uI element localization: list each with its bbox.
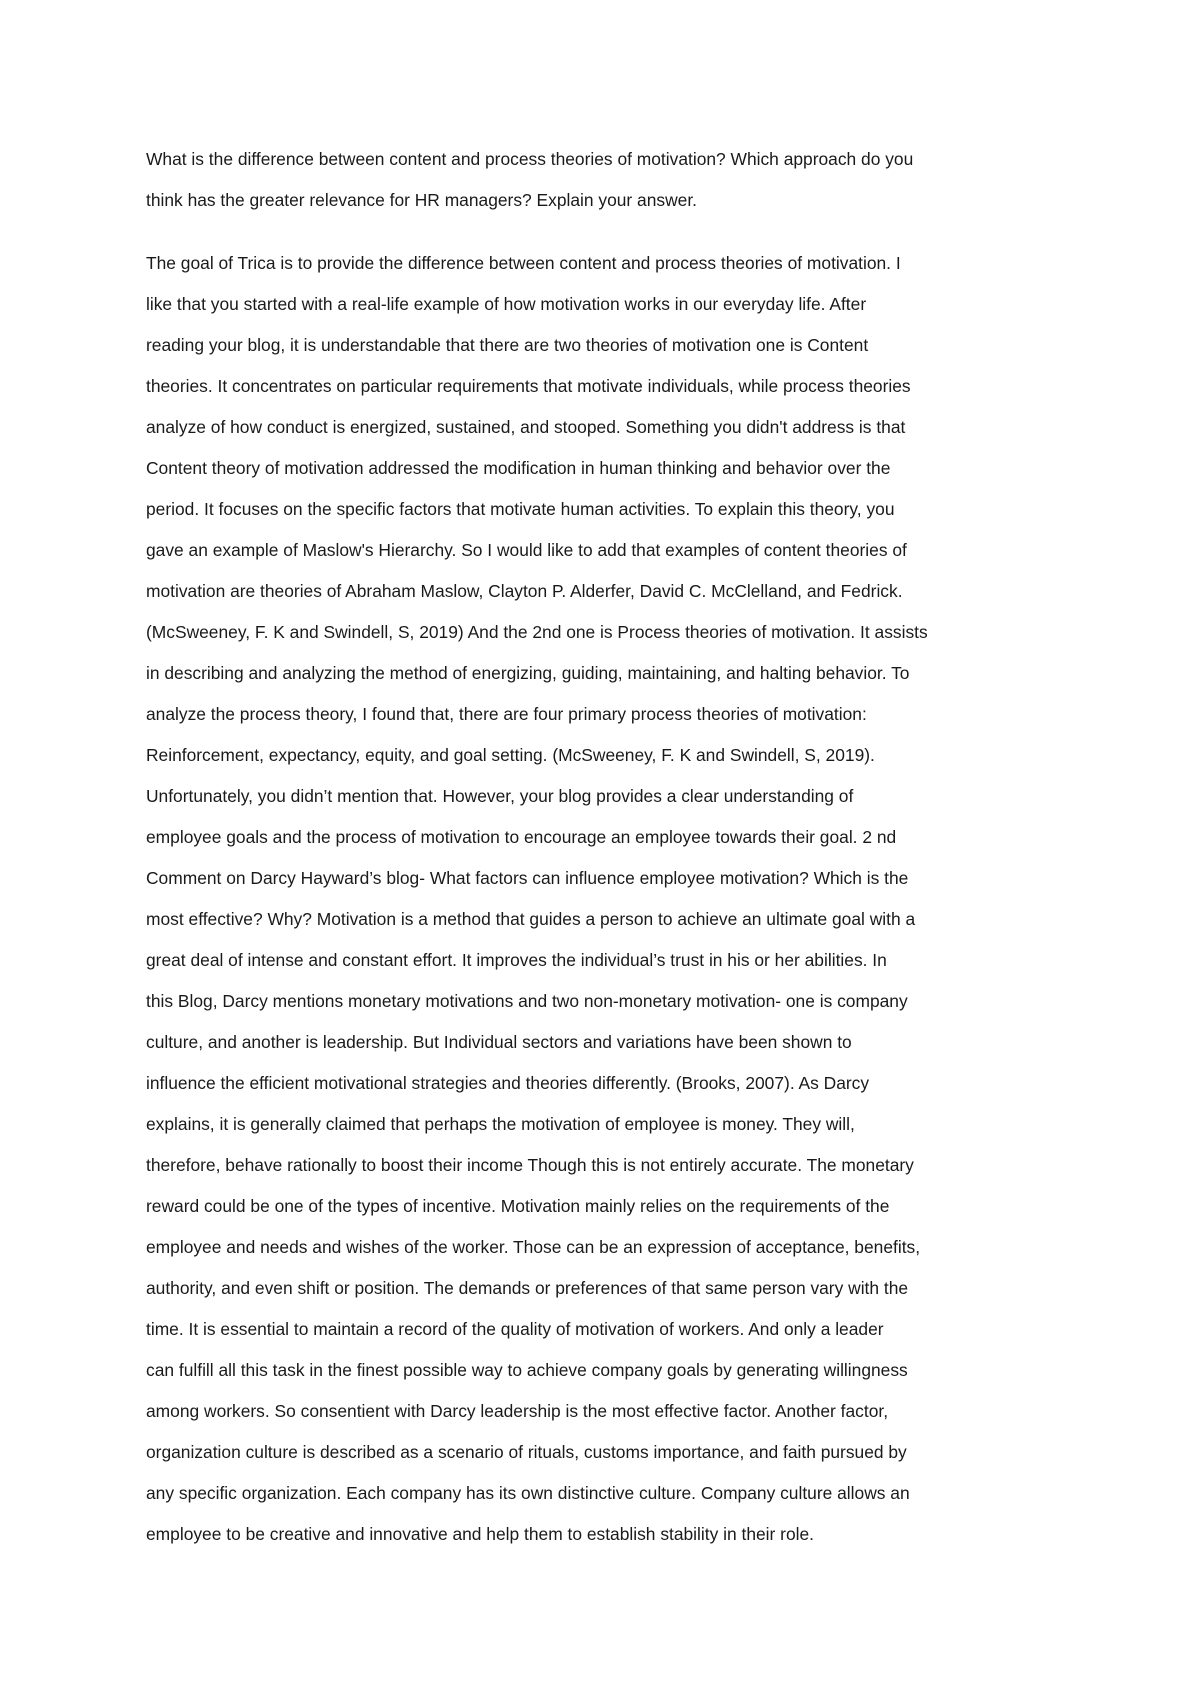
- text-line: culture, and another is leadership. But Individual sectors and variations have been shown to: [146, 1032, 852, 1052]
- text-line: reward could be one of the types of incentive. Motivation mainly relies on the requirements of the: [146, 1196, 890, 1216]
- response-paragraph: [146, 243, 1066, 1555]
- text-line: therefore, behave rationally to boost their income Though this is not entirely accurate. The monetary: [146, 1155, 914, 1175]
- text-line: in describing and analyzing the method of energizing, guiding, maintaining, and halting behavior. To: [146, 663, 910, 683]
- text-line: organization culture is described as a scenario of rituals, customs importance, and faith pursued by: [146, 1442, 907, 1462]
- text-line: think has the greater relevance for HR managers? Explain your answer.: [146, 190, 697, 210]
- text-line: great deal of intense and constant effort. It improves the individual’s trust in his or her abilities. In: [146, 950, 887, 970]
- text-line: employee and needs and wishes of the worker. Those can be an expression of acceptance, benefits,: [146, 1237, 921, 1257]
- text-line: among workers. So consentient with Darcy leadership is the most effective factor. Another factor,: [146, 1401, 889, 1421]
- text-line: employee to be creative and innovative and help them to establish stability in their role.: [146, 1524, 814, 1544]
- text-line: this Blog, Darcy mentions monetary motivations and two non-monetary motivation- one is company: [146, 991, 908, 1011]
- text-line: theories. It concentrates on particular requirements that motivate individuals, while process theories: [146, 376, 911, 396]
- text-line: analyze the process theory, I found that, there are four primary process theories of motivation:: [146, 704, 867, 724]
- text-line: (McSweeney, F. K and Swindell, S, 2019) And the 2nd one is Process theories of motivation. It assists: [146, 622, 928, 642]
- question-paragraph: [146, 139, 1066, 221]
- text-line: Reinforcement, expectancy, equity, and goal setting. (McSweeney, F. K and Swindell, S, 2019).: [146, 745, 875, 765]
- text-line: Comment on Darcy Hayward’s blog- What factors can influence employee motivation? Which is the: [146, 868, 909, 888]
- text-line: influence the efficient motivational strategies and theories differently. (Brooks, 2007). As Darcy: [146, 1073, 870, 1093]
- text-line: like that you started with a real-life example of how motivation works in our everyday life. After: [146, 294, 867, 314]
- text-line: employee goals and the process of motivation to encourage an employee towards their goal. 2 nd: [146, 827, 897, 847]
- text-line: time. It is essential to maintain a record of the quality of motivation of workers. And only a leader: [146, 1319, 884, 1339]
- text-line: most effective? Why? Motivation is a method that guides a person to achieve an ultimate goal with a: [146, 909, 916, 929]
- text-line: What is the difference between content and process theories of motivation? Which approach do you: [146, 149, 914, 169]
- text-line: The goal of Trica is to provide the difference between content and process theories of motivation. I: [146, 253, 901, 273]
- text-line: explains, it is generally claimed that perhaps the motivation of employee is money. They will,: [146, 1114, 855, 1134]
- text-line: motivation are theories of Abraham Maslow, Clayton P. Alderfer, David C. McClelland, and Fedrick.: [146, 581, 903, 601]
- text-line: authority, and even shift or position. The demands or preferences of that same person vary with the: [146, 1278, 909, 1298]
- text-line: reading your blog, it is understandable that there are two theories of motivation one is Content: [146, 335, 869, 355]
- text-line: Unfortunately, you didn’t mention that. However, your blog provides a clear understanding of: [146, 786, 854, 806]
- text-line: period. It focuses on the specific factors that motivate human activities. To explain this theory, you: [146, 499, 895, 519]
- text-line: analyze of how conduct is energized, sustained, and stooped. Something you didn't address is that: [146, 417, 906, 437]
- text-line: gave an example of Maslow's Hierarchy. So I would like to add that examples of content theories of: [146, 540, 907, 560]
- text-line: Content theory of motivation addressed the modification in human thinking and behavior over the: [146, 458, 891, 478]
- text-line: can fulfill all this task in the finest possible way to achieve company goals by generating willingness: [146, 1360, 908, 1380]
- text-line: any specific organization. Each company has its own distinctive culture. Company culture allows an: [146, 1483, 910, 1503]
